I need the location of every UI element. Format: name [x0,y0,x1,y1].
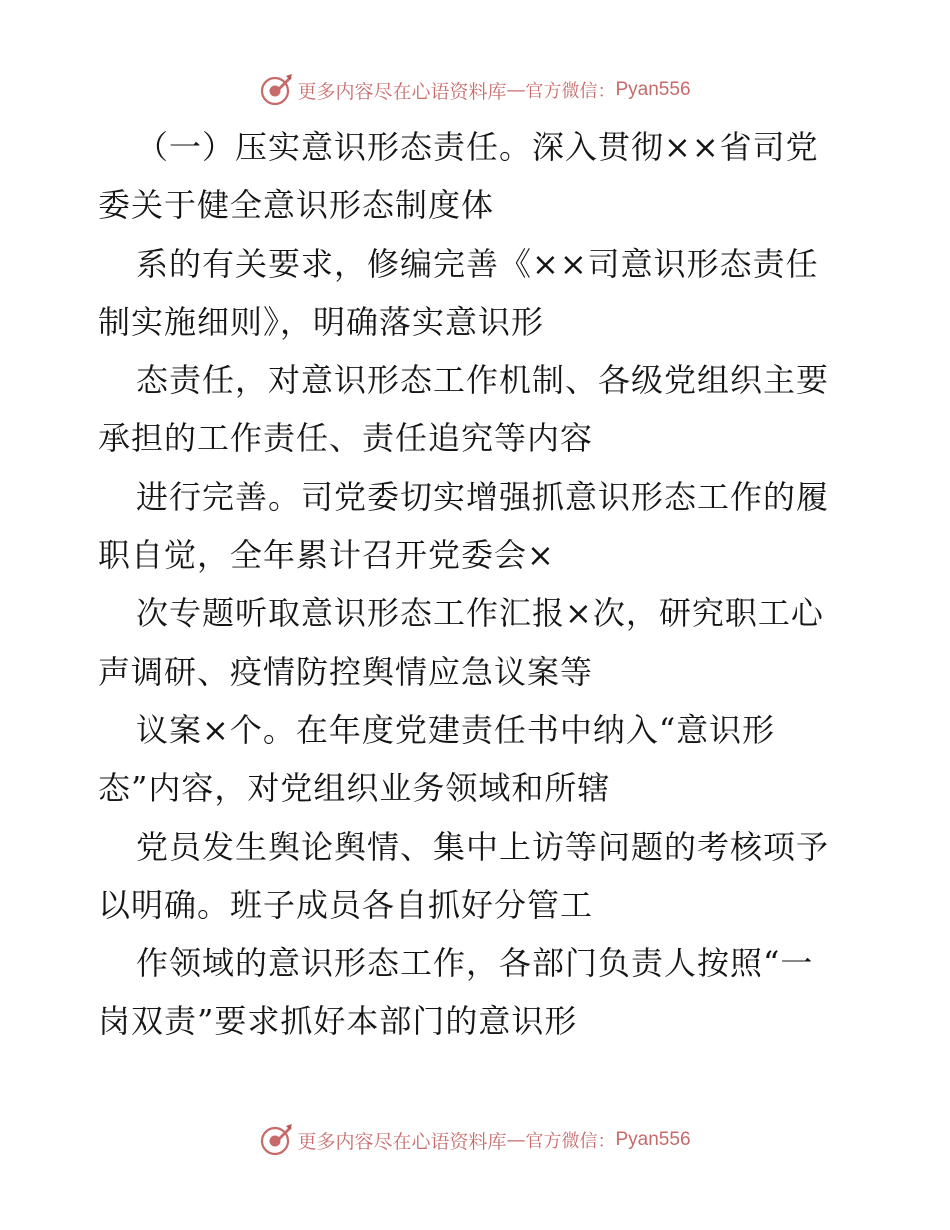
text-line: 党员发生舆论舆情、集中上访等问题的考核项予 [136,827,830,866]
text-line: 作领域的意识形态工作，各部门负责人按照“一 [136,944,814,983]
separator-dash: — [506,79,526,101]
quill-pen-logo-icon [259,1123,293,1157]
header-watermark [0,70,950,110]
promo-text: 更多内容尽在心语资料库 [297,80,507,103]
wechat-id: Pyan556 [615,79,691,100]
text-line: 议案×个。在年度党建责任书中纳入“意识形 [136,710,776,749]
wechat-id: Pyan556 [615,1129,691,1150]
text-line: 态”内容，对党组织业务领域和所辖 [98,769,611,808]
text-line: 系的有关要求，修编完善《××司意识形态责任 [136,244,819,283]
text-line: 次专题听取意识形态工作汇报×次，研究职工心 [136,594,824,633]
text-line: 职自觉，全年累计召开党委会× [98,536,555,575]
promo-text: 更多内容尽在心语资料库 [297,1130,507,1153]
text-line: 委关于健全意识形态制度体 [98,186,495,225]
wechat-label: 官方微信： [525,1131,616,1152]
footer-watermark [0,1120,950,1160]
quill-pen-logo-icon [259,73,293,107]
document-body [98,118,858,1051]
text-line: 制实施细则》，明确落实意识形 [98,302,545,341]
wechat-label: 官方微信： [525,81,616,102]
text-line: 以明确。班子成员各自抓好分管工 [98,885,594,924]
text-line: 态责任，对意识形态工作机制、各级党组织主要 [136,361,830,400]
text-line: 进行完善。司党委切实增强抓意识形态工作的履 [136,477,830,516]
separator-dash: — [506,1129,526,1151]
text-line: 声调研、疫情防控舆情应急议案等 [98,652,594,691]
text-line: 承担的工作责任、责任追究等内容 [98,419,594,458]
text-line: （一）压实意识形态责任。深入贯彻××省司党 [136,128,819,166]
text-line: 岗双责”要求抓好本部门的意识形 [98,1002,578,1041]
